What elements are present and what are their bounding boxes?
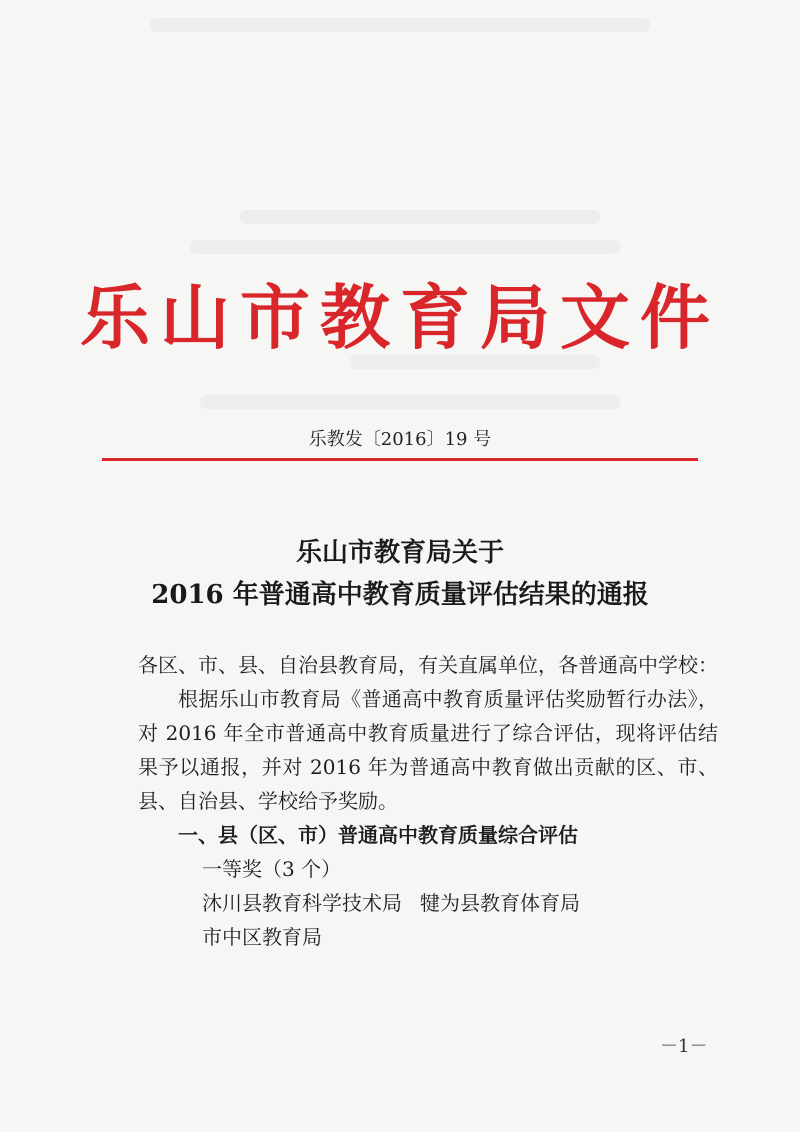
section-heading: 一、县（区、市）普通高中教育质量综合评估 — [178, 823, 578, 847]
document-number: 乐教发〔2016〕19 号 — [308, 429, 492, 450]
issuer-header-title: 乐山市教育局文件 — [80, 276, 720, 359]
page-number: －1－ — [660, 1036, 708, 1057]
award-level-first-prize: 一等奖（3 个） — [202, 857, 342, 881]
winner-row — [138, 886, 718, 920]
winner-item: 市中区教育局 — [202, 925, 322, 949]
intro-paragraph: 根据乐山市教育局《普通高中教育质量评估奖励暂行办法》，对 2016 年全市普通高中教育质量进行了综合评估，现将评估结果予以通报，并对 2016 年为普通高中教育做出贡献的区、市、县、自治县、学校给予奖励。 — [138, 687, 718, 813]
salutation: 各区、市、县、自治县教育局，有关直属单位，各普通高中学校： — [138, 653, 718, 677]
scan-artifact — [150, 18, 650, 32]
red-separator-line — [102, 458, 698, 461]
notice-body — [138, 648, 718, 954]
winner-item: 犍为县教育体育局 — [420, 891, 580, 915]
scan-artifact — [190, 240, 620, 254]
notice-title — [0, 532, 800, 616]
winner-item: 沐川县教育科学技术局 — [202, 891, 402, 915]
scan-artifact — [240, 210, 600, 224]
notice-title-line-1: 乐山市教育局关于 — [295, 538, 504, 568]
scan-artifact — [200, 395, 620, 409]
winner-row — [138, 920, 718, 954]
notice-title-line-2: 2016 年普通高中教育质量评估结果的通报 — [151, 580, 649, 610]
